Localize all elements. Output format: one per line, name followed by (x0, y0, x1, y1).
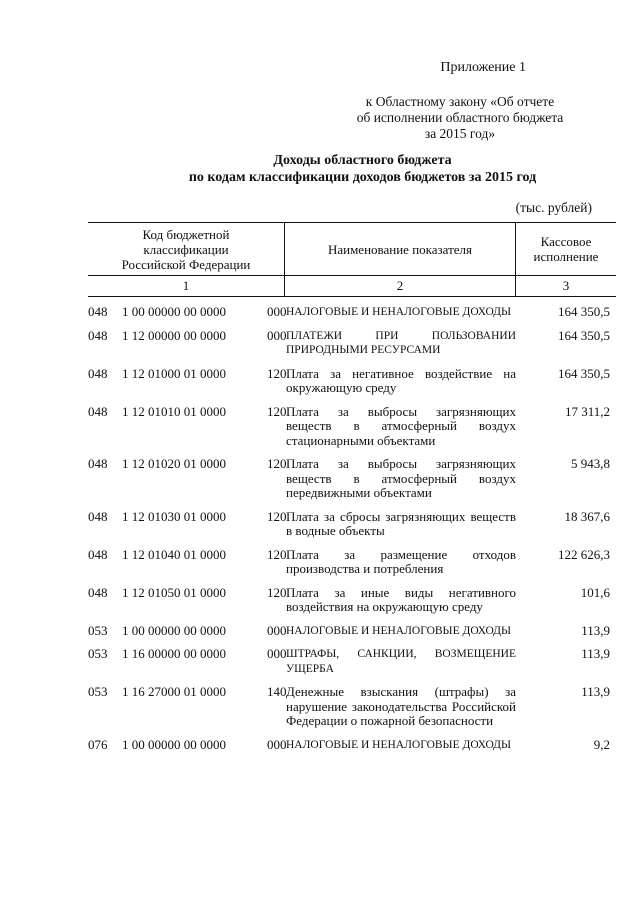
header-name-label: Наименование показателя (327, 241, 473, 257)
income-code: 1 12 01020 01 0000 (122, 456, 226, 471)
indicator-name: Плата за выбросы загрязняющих веществ в атмосферный воздух стационарными объектами (286, 403, 516, 448)
admin-code: 048 (88, 403, 108, 419)
subtype-code: 120 (267, 403, 287, 419)
budget-code (88, 305, 286, 320)
table-row (88, 367, 610, 396)
income-code: 1 00 00000 00 0000 (122, 622, 226, 638)
cash-execution-value: 113,9 (581, 646, 610, 661)
indicator-name: Плата за размещение отходов производства и потребления (286, 546, 516, 576)
indicator-name: ПЛАТЕЖИ ПРИ ПОЛЬЗОВАНИИ ПРИРОДНЫМИ РЕСУРСАМИ (286, 329, 516, 356)
subtype-code: 000 (267, 736, 287, 752)
title-line2: по кодам классификации доходов бюджетов за 2015 год (188, 170, 537, 185)
subtype-code: 120 (267, 546, 287, 562)
indicator-name: Плата за негативное воздействие на окружающую среду (286, 365, 516, 395)
budget-code (88, 624, 286, 639)
indicator-name: ШТРАФЫ, САНКЦИИ, ВОЗМЕЩЕНИЕ УЩЕРБА (286, 648, 516, 675)
budget-code (88, 329, 286, 358)
header-num-3: 3 (516, 276, 617, 297)
budget-code (88, 367, 286, 396)
cash-execution-value: 101,6 (580, 584, 610, 600)
cash-execution-value: 164 350,5 (558, 304, 610, 319)
budget-code (88, 685, 286, 729)
cash-execution-value: 164 350,5 (558, 365, 610, 381)
header-code-cell (88, 223, 285, 276)
admin-code: 048 (88, 327, 108, 343)
budget-code (88, 586, 286, 615)
table-header (88, 222, 616, 297)
indicator-name: НАЛОГОВЫЕ И НЕНАЛОГОВЫЕ ДОХОДЫ (286, 624, 512, 637)
budget-code (88, 548, 286, 577)
table-row (88, 329, 610, 358)
indicator-name: Денежные взыскания (штрафы) за нарушение законодательства Российской Федерации о пожарной безопасности (286, 684, 516, 728)
admin-code: 053 (88, 646, 108, 661)
admin-code: 048 (88, 546, 108, 562)
header-name-cell (285, 223, 516, 276)
table-row (88, 685, 610, 729)
header-code-line1: Код бюджетной (142, 226, 230, 242)
income-code: 1 16 27000 01 0000 (122, 684, 226, 699)
header-num-2: 2 (285, 276, 516, 297)
table-row (88, 405, 610, 449)
admin-code: 053 (88, 684, 108, 699)
indicator-name: Плата за выбросы загрязняющих веществ в атмосферный воздух передвижными объектами (286, 456, 516, 500)
indicator-name: Плата за иные виды негативного воздействия на окружающую среду (286, 584, 516, 614)
admin-code: 053 (88, 622, 108, 638)
header-code-line2: классификации (143, 241, 229, 257)
table-row (88, 586, 610, 615)
subtype-code: 120 (267, 508, 287, 524)
income-code: 1 12 00000 00 0000 (122, 327, 226, 343)
income-code: 1 12 01030 01 0000 (122, 508, 226, 524)
subtype-code: 000 (267, 304, 287, 319)
annex-law-line1: к Областному закону «Об отчете (365, 94, 555, 109)
document-title (80, 152, 640, 186)
subtype-code: 120 (267, 584, 287, 600)
budget-code (88, 405, 286, 449)
cash-execution-value: 164 350,5 (558, 327, 610, 343)
admin-code: 048 (88, 456, 108, 471)
units-label: (тыс. рублей) (515, 200, 592, 215)
title-line1: Доходы областного бюджета (273, 153, 452, 168)
subtype-code: 000 (267, 327, 287, 343)
table-row (88, 510, 610, 539)
budget-code (88, 510, 286, 539)
admin-code: 048 (88, 304, 108, 319)
budget-code (88, 738, 286, 753)
header-code-line3: Российской Федерации (121, 256, 251, 272)
admin-code: 048 (88, 365, 108, 381)
admin-code: 048 (88, 508, 108, 524)
income-code: 1 16 00000 00 0000 (122, 646, 226, 661)
income-code: 1 12 01040 01 0000 (122, 546, 226, 562)
annex-law-line3: за 2015 год» (424, 126, 496, 141)
budget-code (88, 647, 286, 676)
annex-number: Приложение 1 (440, 60, 526, 75)
cash-execution-value: 18 367,6 (564, 508, 610, 524)
header-value-line1: Кассовое (540, 234, 592, 249)
annex-law-line2: об исполнении областного бюджета (356, 110, 564, 125)
admin-code: 048 (88, 584, 108, 600)
subtype-code: 120 (267, 456, 287, 471)
table-row (88, 305, 610, 320)
income-code: 1 12 01050 01 0000 (122, 584, 226, 600)
budget-code (88, 457, 286, 501)
indicator-name: НАЛОГОВЫЕ И НЕНАЛОГОВЫЕ ДОХОДЫ (286, 306, 512, 318)
cash-execution-value: 9,2 (593, 736, 610, 752)
cash-execution-value: 113,9 (581, 622, 610, 638)
header-value-line2: исполнение (533, 249, 599, 264)
cash-execution-value: 17 311,2 (564, 403, 610, 419)
header-value-cell (516, 223, 617, 276)
cash-execution-value: 122 626,3 (558, 546, 610, 562)
income-code: 1 00 00000 00 0000 (122, 736, 226, 752)
income-code: 1 00 00000 00 0000 (122, 304, 226, 319)
cash-execution-value: 5 943,8 (571, 456, 610, 471)
header-num-1: 1 (88, 276, 285, 297)
table-row (88, 457, 610, 501)
annex-header (330, 60, 590, 142)
indicator-name: Плата за сбросы загрязняющих веществ в водные объекты (286, 508, 516, 538)
income-code: 1 12 01000 01 0000 (122, 365, 226, 381)
admin-code: 076 (88, 736, 108, 752)
subtype-code: 120 (267, 365, 287, 381)
table-row (88, 738, 610, 753)
table-row (88, 624, 610, 639)
subtype-code: 140 (267, 684, 287, 699)
table-body (88, 305, 610, 761)
income-code: 1 12 01010 01 0000 (122, 403, 226, 419)
subtype-code: 000 (267, 646, 287, 661)
subtype-code: 000 (267, 622, 287, 638)
cash-execution-value: 113,9 (581, 684, 610, 699)
table-row (88, 548, 610, 577)
table-row (88, 647, 610, 676)
indicator-name: НАЛОГОВЫЕ И НЕНАЛОГОВЫЕ ДОХОДЫ (286, 738, 512, 751)
